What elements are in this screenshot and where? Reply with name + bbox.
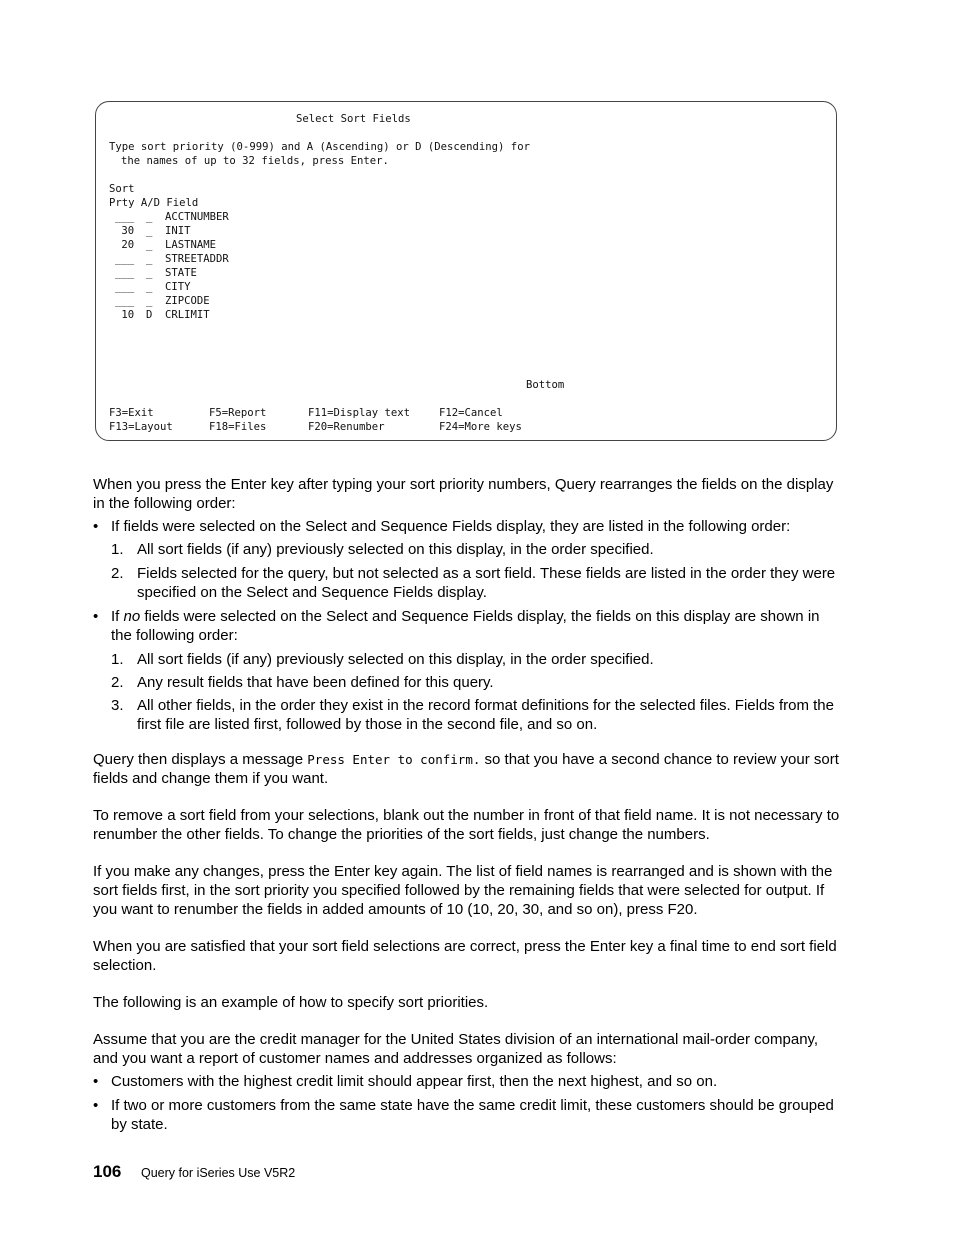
sort-direction-input-zipcode[interactable]: _ (146, 295, 153, 307)
sort-direction-input-streetaddr[interactable]: _ (146, 253, 153, 265)
example-paragraph: The following is an example of how to specify sort priorities. (93, 994, 489, 1011)
field-name-streetaddr: STREETADDR (165, 253, 229, 265)
confirm-text-post: so that you have a second chance to review your sort fields and change them if you want. (93, 751, 839, 787)
sort-priority-input-streetaddr[interactable]: ___ (115, 253, 135, 265)
sort-direction-input-lastname[interactable]: _ (146, 239, 153, 251)
bullet-text-post: fields were selected on the Select and Sequence Fields display, the fields on this display are shown in the following order: (111, 608, 820, 644)
bullet-marker: • (93, 608, 99, 625)
item-number: 1. (111, 541, 124, 558)
confirm-message: Press Enter to confirm. (307, 752, 481, 767)
assume-section (93, 1030, 843, 1134)
confirm-text-pre: Query then displays a message (93, 751, 308, 768)
bullet-text-pre: If (111, 608, 124, 625)
bullet-text: If fields were selected on the Select and Sequence Fields display, they are listed in the following order: (111, 518, 791, 535)
field-name-acctnumber: ACCTNUMBER (165, 211, 229, 223)
numbered-item (93, 650, 843, 669)
numbered-item (93, 696, 843, 734)
intro-paragraph: When you press the Enter key after typing your sort priority numbers, Query rearranges the fields on the display in the following order: (93, 476, 834, 512)
sort-priority-input-zipcode[interactable]: ___ (115, 295, 135, 307)
confirm-paragraph (93, 750, 843, 788)
fkey-more-keys[interactable]: F24=More keys (439, 421, 522, 433)
satisfied-paragraph: When you are satisfied that your sort field selections are correct, press the Enter key a final time to end sort field selection. (93, 938, 837, 974)
fkey-cancel[interactable]: F12=Cancel (439, 407, 503, 419)
sort-direction-input-city[interactable]: _ (146, 281, 153, 293)
bullet-marker: • (93, 1097, 99, 1114)
numbered-item (93, 540, 843, 559)
numbered-item (93, 673, 843, 692)
changes-paragraph: If you make any changes, press the Enter key again. The list of field names is rearranged and is shown with the sort fields first, in the sort priority you specified followed by the remaining fields that were selected for output. If you want to renumber the fields in added amounts of 10 (10, 20, 30, and so on), press F20. (93, 863, 833, 918)
fkey-exit[interactable]: F3=Exit (109, 407, 154, 419)
bullet-item (93, 607, 843, 645)
bullet-marker: • (93, 518, 99, 535)
item-number: 3. (111, 697, 124, 714)
item-text: All other fields, in the order they exist in the record format definitions for the selected files. Fields from the first file are listed first, followed by those in the second file, and so on. (137, 697, 834, 733)
sort-priority-input-state[interactable]: ___ (115, 267, 135, 279)
item-text: Any result fields that have been defined for this query. (137, 674, 494, 691)
sort-direction-input-crlimit[interactable]: D (146, 309, 153, 321)
item-text: All sort fields (if any) previously selected on this display, in the order specified. (137, 651, 654, 668)
sort-priority-input-lastname[interactable]: 20 (115, 239, 135, 251)
fkey-renumber[interactable]: F20=Renumber (308, 421, 385, 433)
fkey-layout[interactable]: F13=Layout (109, 421, 173, 433)
item-number: 1. (111, 651, 124, 668)
book-title: Query for iSeries Use V5R2 (141, 1166, 296, 1180)
field-name-lastname: LASTNAME (165, 239, 217, 251)
field-name-state: STATE (165, 267, 197, 279)
sort-priority-input-acctnumber[interactable]: ___ (115, 211, 135, 223)
emphasis-no: no (123, 608, 141, 625)
remove-paragraph: To remove a sort field from your selections, blank out the number in front of that field name. It is not necessary to renumber the other fields. To change the priorities of the sort fields, just change the numbers. (93, 807, 840, 843)
item-text: Fields selected for the query, but not selected as a sort field. These fields are listed in the order they were specified on the Select and Sequence Fields display. (137, 565, 836, 601)
bullet-text: If two or more customers from the same state have the same credit limit, these customers should be grouped by state. (111, 1097, 834, 1133)
page-number: 106 (93, 1162, 122, 1181)
column-header: Prty A/D Field (109, 197, 199, 209)
bullet-text: Customers with the highest credit limit should appear first, then the next highest, and so on. (111, 1073, 718, 1090)
sort-direction-input-acctnumber[interactable]: _ (146, 211, 153, 223)
more-indicator: Bottom (526, 379, 565, 391)
sort-priority-input-city[interactable]: ___ (115, 281, 135, 293)
bullet-item (93, 517, 843, 536)
screen-instruction-1: Type sort priority (0-999) and A (Ascending) or D (Descending) for (109, 141, 530, 153)
bullet-item (93, 1096, 843, 1134)
screen-instruction-2: the names of up to 32 fields, press Enter. (121, 155, 389, 167)
assume-paragraph: Assume that you are the credit manager for the United States division of an international mail-order company, and you want a report of customer names and addresses organized as follows: (93, 1031, 819, 1067)
numbered-item (93, 564, 843, 602)
item-number: 2. (111, 565, 124, 582)
item-text: All sort fields (if any) previously selected on this display, in the order specified. (137, 541, 654, 558)
fkey-display-text[interactable]: F11=Display text (308, 407, 411, 419)
column-header-sort: Sort (109, 183, 135, 195)
item-number: 2. (111, 674, 124, 691)
bullet-marker: • (93, 1073, 99, 1090)
field-name-city: CITY (165, 281, 191, 293)
sort-direction-input-init[interactable]: _ (146, 225, 153, 237)
fkey-files[interactable]: F18=Files (209, 421, 267, 433)
sort-priority-input-crlimit[interactable]: 10 (115, 309, 135, 321)
sort-priority-input-init[interactable]: 30 (115, 225, 135, 237)
field-name-zipcode: ZIPCODE (165, 295, 210, 307)
sort-direction-input-state[interactable]: _ (146, 267, 153, 279)
fkey-report[interactable]: F5=Report (209, 407, 267, 419)
intro-section (93, 475, 843, 734)
bullet-item (93, 1072, 843, 1091)
field-name-crlimit: CRLIMIT (165, 309, 210, 321)
field-name-init: INIT (165, 225, 191, 237)
screen-title: Select Sort Fields (296, 113, 411, 125)
